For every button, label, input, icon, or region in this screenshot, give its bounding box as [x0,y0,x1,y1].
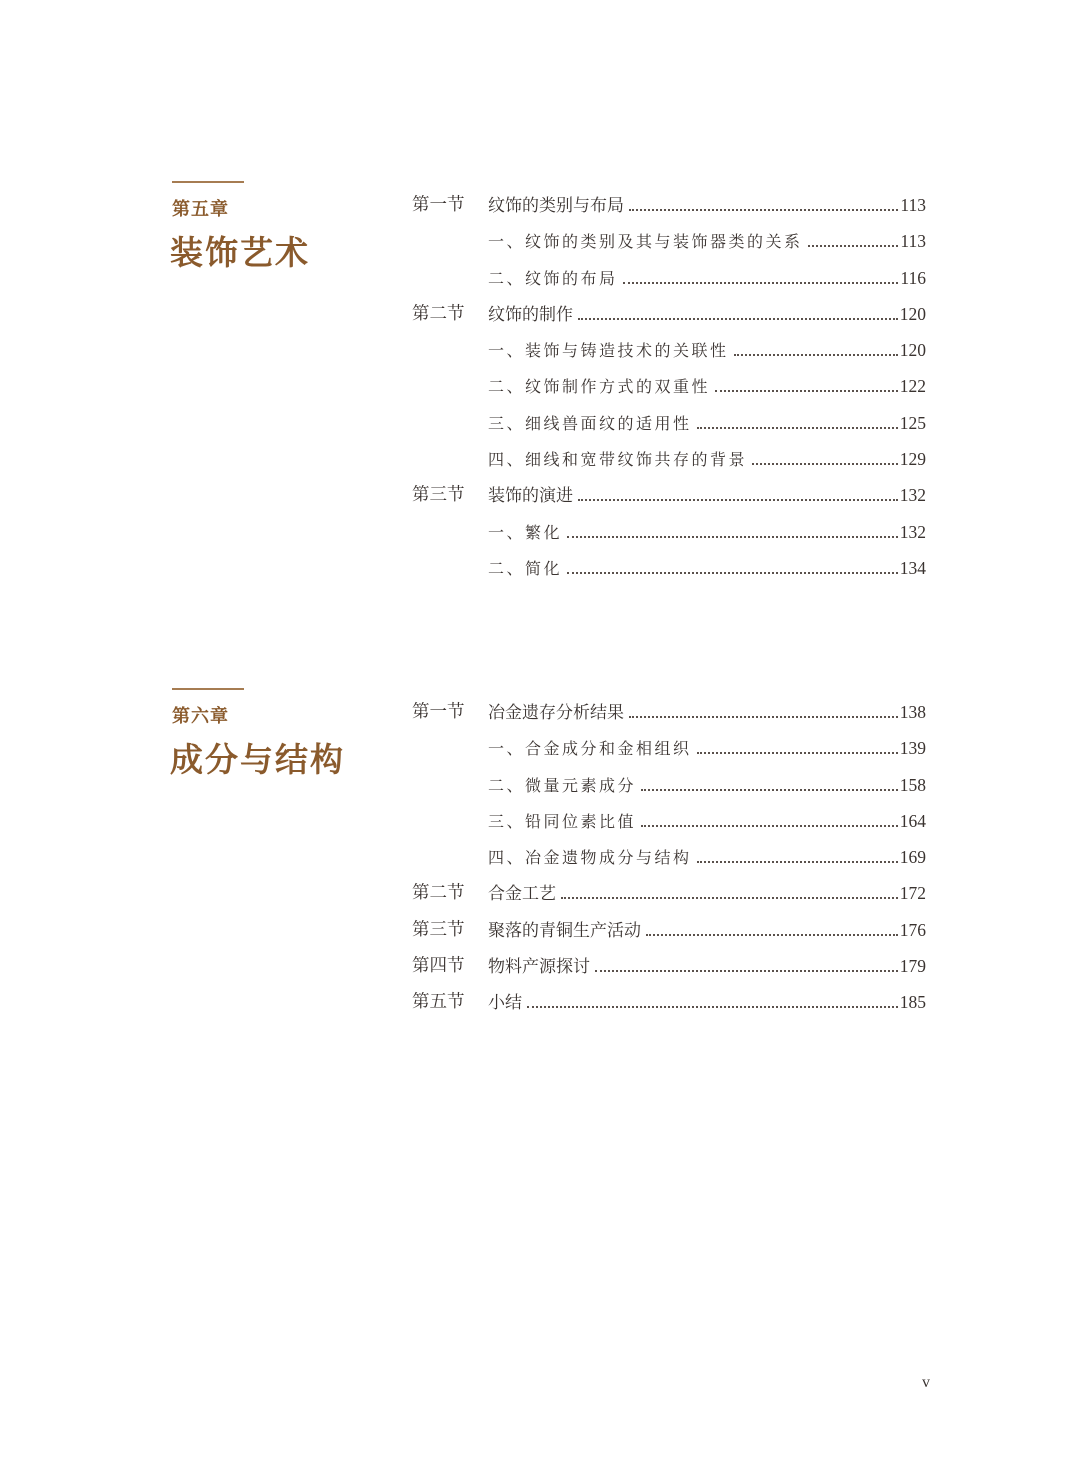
dot-leader [808,245,899,247]
entry-page-number: 120 [899,340,926,361]
section-label: 第五节 [412,992,465,1013]
toc-section-row [412,192,926,228]
toc-subsection-row [412,265,926,301]
entry-page-number: 169 [899,847,926,868]
entry-title: 装饰的演进 [488,486,573,507]
toc-entry [488,735,926,762]
toc-entry [488,555,926,582]
entry-title: 物料产源探讨 [488,957,590,978]
section-label: 第一节 [412,195,465,215]
dot-leader [697,427,898,429]
entry-title: 四、细线和宽带纹饰共存的背景 [488,450,748,470]
entry-title: 纹饰的制作 [488,304,573,325]
chapter-number: 第五章 [172,199,229,220]
entry-title: 二、纹饰制作方式的双重性 [488,377,711,397]
entry-page-number: 138 [899,702,926,722]
toc-subsection-row [412,410,926,446]
entry-title: 三、铅同位素比值 [488,811,637,831]
toc-subsection-row [412,735,926,771]
toc-section-row [412,699,926,735]
dot-leader [561,897,898,899]
toc-subsection-row [412,808,926,844]
toc-subsection-row [412,373,926,409]
toc-entry [488,519,926,546]
section-label: 第四节 [412,956,465,977]
toc-entry [488,880,926,907]
dot-leader [697,752,898,754]
toc-section-row [412,880,926,916]
toc-section-row [412,917,926,953]
toc-entry [488,844,926,871]
section-label: 第三节 [412,485,465,506]
entry-title: 聚落的青铜生产活动 [488,920,641,941]
entry-title: 二、微量元素成分 [488,775,637,795]
chapter-title: 成分与结构 [170,740,345,779]
entry-title: 冶金遗存分析结果 [488,703,624,723]
entry-title: 一、装饰与铸造技术的关联性 [488,341,729,361]
entry-page-number: 122 [899,376,926,397]
entry-title: 四、冶金遗物成分与结构 [488,848,692,868]
toc-entry [488,808,926,835]
dot-leader [527,1006,898,1008]
entry-page-number: 179 [899,956,926,977]
chapter-title: 装饰艺术 [170,233,310,272]
dot-leader [629,716,898,718]
section-label: 第三节 [412,919,465,940]
entry-title: 一、合金成分和金相组织 [488,739,692,759]
toc-entry [488,301,926,328]
entry-page-number: 125 [899,412,926,433]
dot-leader [641,789,898,791]
toc-entry [488,337,926,364]
entry-page-number: 185 [899,992,926,1013]
toc-section-row [412,482,926,518]
toc-subsection-row [412,555,926,591]
entry-page-number: 113 [900,231,926,252]
toc-subsection-row [412,519,926,555]
entry-page-number: 132 [899,521,926,542]
entry-title: 小结 [488,993,522,1014]
entry-page-number: 164 [899,810,926,831]
entry-title: 一、繁化 [488,522,563,542]
section-label: 第二节 [412,303,465,324]
toc-entry [488,482,926,509]
entry-title: 合金工艺 [488,884,556,905]
entry-page-number: 132 [899,485,926,506]
chapter-number: 第六章 [172,706,229,727]
section-label: 第一节 [412,702,465,722]
toc-section-row [412,989,926,1025]
toc-entry [488,228,926,255]
toc-entry [488,989,926,1016]
toc-entry [488,699,926,726]
chapter-rule [172,688,244,690]
toc-entry [488,446,926,473]
entry-title: 一、纹饰的类别及其与装饰器类的关系 [488,232,803,252]
dot-leader [567,572,898,574]
toc-subsection-row [412,844,926,880]
entry-page-number: 129 [899,449,926,470]
toc-section-row [412,953,926,989]
entry-page-number: 134 [899,557,926,578]
section-label: 第二节 [412,883,465,904]
entry-title: 纹饰的类别与布局 [488,196,624,216]
toc-subsection-row [412,228,926,264]
toc-list [412,192,926,591]
dot-leader [646,934,898,936]
entry-page-number: 172 [899,883,926,904]
toc-section-row [412,301,926,337]
dot-leader [595,970,898,972]
entry-page-number: 120 [899,303,926,324]
entry-page-number: 116 [900,267,926,288]
entry-page-number: 158 [899,774,926,795]
dot-leader [752,463,898,465]
entry-title: 三、细线兽面纹的适用性 [488,413,692,433]
toc-entry [488,917,926,944]
entry-page-number: 176 [899,919,926,940]
entry-title: 二、简化 [488,558,563,578]
entry-page-number: 139 [899,738,926,759]
dot-leader [578,499,898,501]
toc-entry [488,410,926,437]
page-number: v [922,1374,930,1391]
toc-entry [488,192,926,219]
dot-leader [567,536,898,538]
dot-leader [623,282,899,284]
toc-subsection-row [412,337,926,373]
toc-entry [488,953,926,980]
chapter-rule [172,181,244,183]
dot-leader [578,318,898,320]
toc-list [412,699,926,1026]
entry-title: 二、纹饰的布局 [488,268,618,288]
dot-leader [641,825,898,827]
toc-entry [488,772,926,799]
entry-page-number: 113 [900,195,926,215]
toc-subsection-row [412,446,926,482]
dot-leader [697,861,898,863]
dot-leader [629,209,898,211]
dot-leader [734,354,898,356]
toc-entry [488,373,926,400]
toc-entry [488,265,926,292]
toc-subsection-row [412,772,926,808]
dot-leader [715,390,898,392]
